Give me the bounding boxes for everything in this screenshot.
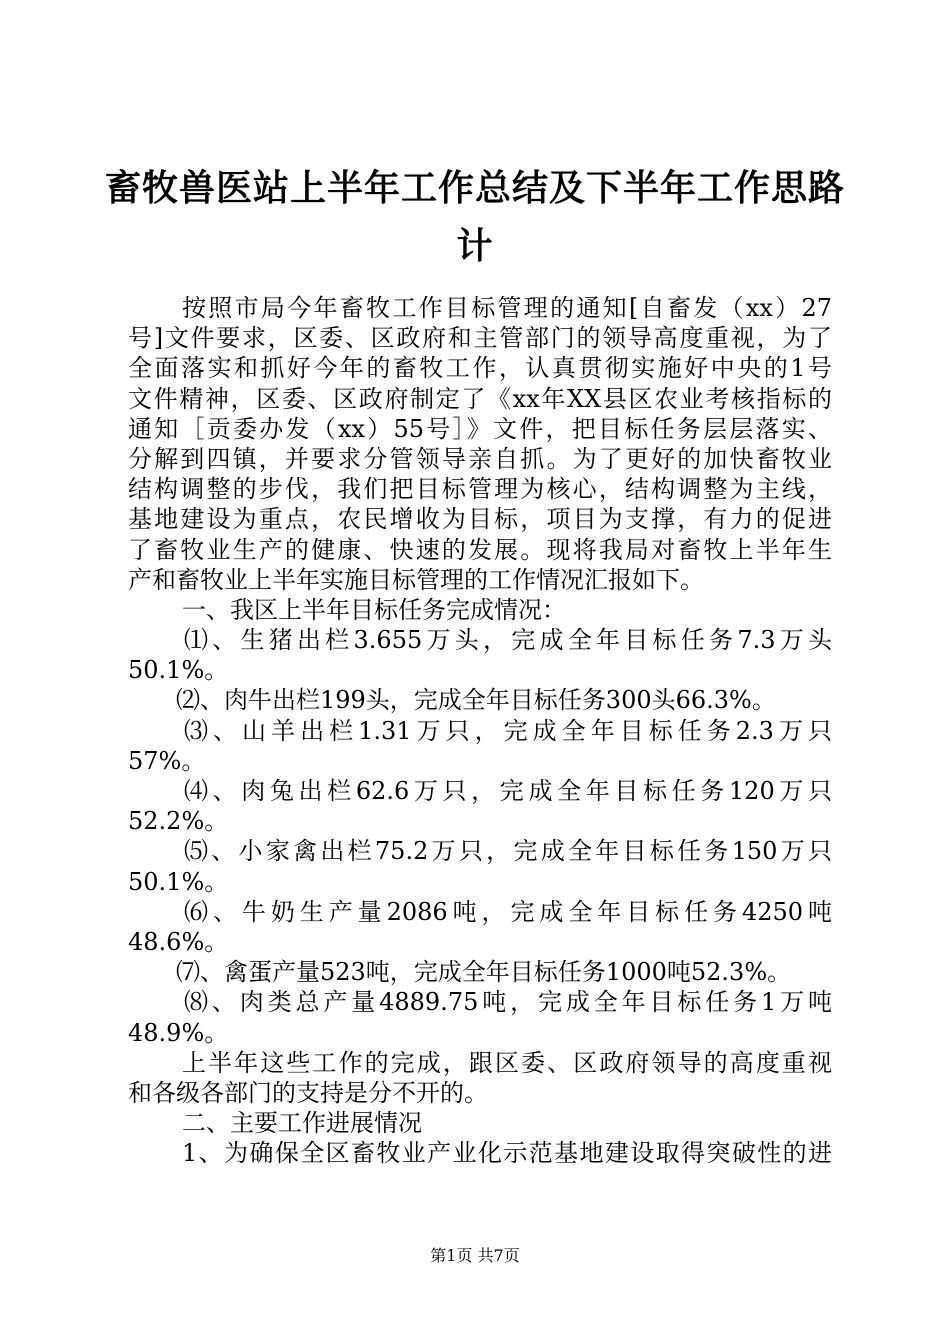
list-item: ⑻、肉类总产量4889.75吨，完成全年目标任务1万吨 — [184, 988, 832, 1017]
list-item: ⑸、小家禽出栏75.2万只，完成全年目标任务150万只 — [184, 837, 832, 866]
list-item: ⑴、生猪出栏3.655万头，完成全年目标任务7.3万头 — [184, 626, 832, 655]
section-heading: 二、主要工作进展情况 — [182, 1109, 422, 1138]
page-footer: 第1页 共7页 — [430, 1246, 520, 1265]
list-item-continuation: 48.9%。 — [128, 1018, 229, 1047]
paragraph-line: 和各级各部门的支持是分不开的。 — [128, 1078, 488, 1107]
paragraph-line: 分解到四镇，并要求分管领导亲自抓。为了更好的加快畜牧业 — [128, 444, 832, 473]
paragraph-line: 1、为确保全区畜牧业产业化示范基地建设取得突破性的进 — [182, 1139, 832, 1168]
paragraph-line: 通知［贡委办发（xx）55号］》文件，把目标任务层层落实、 — [128, 414, 832, 443]
document-title-line2: 计 — [456, 226, 494, 267]
paragraph-line: 按照市局今年畜牧工作目标管理的通知[自畜发（xx）27 — [182, 294, 832, 322]
paragraph-line: 上半年这些工作的完成，跟区委、区政府领导的高度重视 — [182, 1048, 832, 1077]
list-item-continuation: 50.1%。 — [128, 656, 229, 685]
paragraph-line: 了畜牧业生产的健康、快速的发展。现将我局对畜牧上半年生 — [128, 535, 832, 564]
paragraph-line: 号]文件要求，区委、区政府和主管部门的领导高度重视，为了 — [128, 324, 832, 353]
list-item: ⑵、肉牛出栏199头，完成全年目标任务300头66.3%。 — [176, 686, 776, 715]
paragraph-line: 文件精神，区委、区政府制定了《xx年XX县区农业考核指标的 — [128, 384, 832, 413]
list-item-continuation: 52.2%。 — [128, 807, 229, 836]
section-heading: 一、我区上半年目标任务完成情况： — [182, 595, 566, 624]
paragraph-line: 基地建设为重点，农民增收为目标，项目为支撑，有力的促进 — [128, 505, 832, 534]
list-item: ⑷、肉兔出栏62.6万只，完成全年目标任务120万只 — [184, 777, 832, 805]
list-item-continuation: 48.6%。 — [128, 927, 229, 956]
paragraph-line: 全面落实和抓好今年的畜牧工作，认真贯彻实施好中央的1号 — [128, 354, 832, 383]
paragraph-line: 产和畜牧业上半年实施目标管理的工作情况汇报如下。 — [128, 565, 704, 594]
list-item-continuation: 50.1%。 — [128, 867, 229, 896]
list-item: ⑺、禽蛋产量523吨，完成全年目标任务1000吨52.3%。 — [176, 958, 792, 987]
list-item: ⑹、牛奶生产量2086吨，完成全年目标任务4250吨 — [184, 897, 832, 926]
document-body — [128, 293, 832, 1168]
document-title-line1: 畜牧兽医站上半年工作总结及下半年工作思路 — [104, 168, 845, 209]
list-item-continuation: 57%。 — [128, 746, 206, 775]
list-item: ⑶、山羊出栏1.31万只，完成全年目标任务2.3万只 — [184, 716, 832, 745]
paragraph-line: 结构调整的步伐，我们把目标管理为核心，结构调整为主线， — [128, 475, 832, 504]
